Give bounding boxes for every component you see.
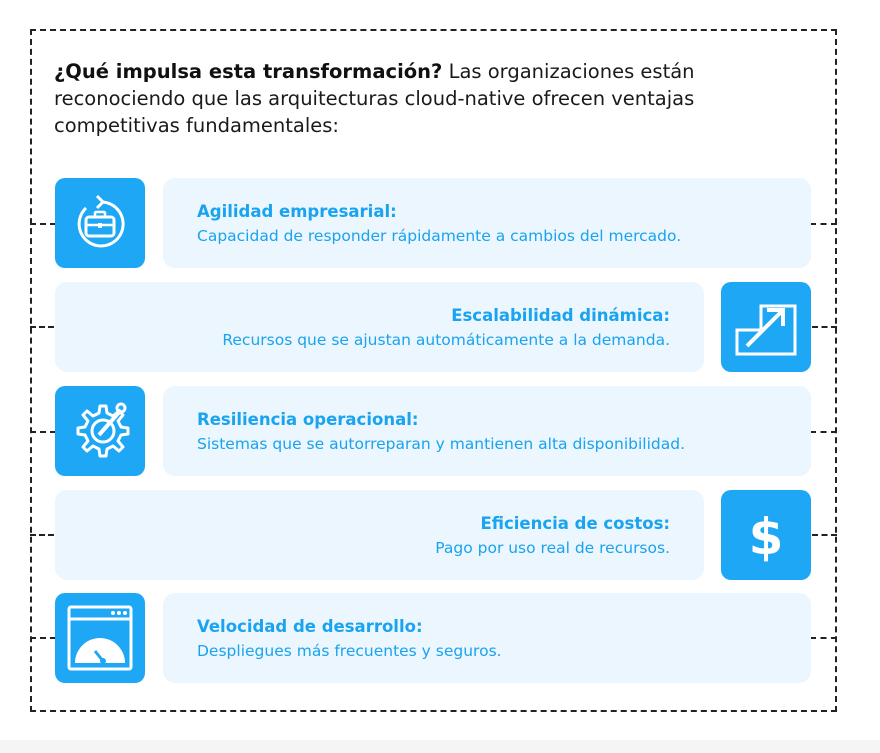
card-description: Pago por uso real de recursos. (435, 539, 670, 557)
svg-text:$: $ (748, 508, 784, 566)
connector-dash (30, 431, 56, 433)
briefcase-cycle-icon (55, 178, 145, 268)
speedometer-window-icon (55, 593, 145, 683)
connector-dash (30, 223, 56, 225)
dollar-icon (721, 490, 811, 580)
connector-dash (30, 326, 54, 328)
intro-paragraph (54, 58, 814, 139)
connector-dash (810, 431, 837, 433)
card-title: Resiliencia operacional: (197, 410, 419, 429)
scale-up-arrow-icon (721, 282, 811, 372)
connector-dash (30, 637, 56, 639)
connector-dash (30, 534, 54, 536)
card-description: Recursos que se ajustan automáticamente a la demanda. (222, 331, 670, 349)
card-description: Despliegues más frecuentes y seguros. (197, 642, 502, 660)
card-eficiencia (55, 490, 704, 580)
card-resiliencia (163, 386, 811, 476)
card-title: Eficiencia de costos: (480, 514, 670, 533)
card-escalabilidad (55, 282, 704, 372)
connector-dash (812, 326, 837, 328)
card-title: Agilidad empresarial: (197, 202, 397, 221)
card-title: Velocidad de desarrollo: (197, 617, 423, 636)
card-description: Capacidad de responder rápidamente a cambios del mercado. (197, 227, 682, 245)
connector-dash (810, 223, 837, 225)
card-description: Sistemas que se autorreparan y mantienen alta disponibilidad. (197, 435, 686, 453)
connector-dash (812, 534, 837, 536)
intro-text: Las organizaciones están reconociendo que las arquitecturas cloud-native ofrecen ventajas competitivas fundamentales: (54, 60, 695, 137)
card-agilidad (163, 178, 811, 268)
card-velocidad (163, 593, 811, 683)
card-title: Escalabilidad dinámica: (451, 306, 670, 325)
intro-bold: ¿Qué impulsa esta transformación? (54, 60, 443, 83)
connector-dash (810, 637, 837, 639)
gear-wrench-icon (55, 386, 145, 476)
